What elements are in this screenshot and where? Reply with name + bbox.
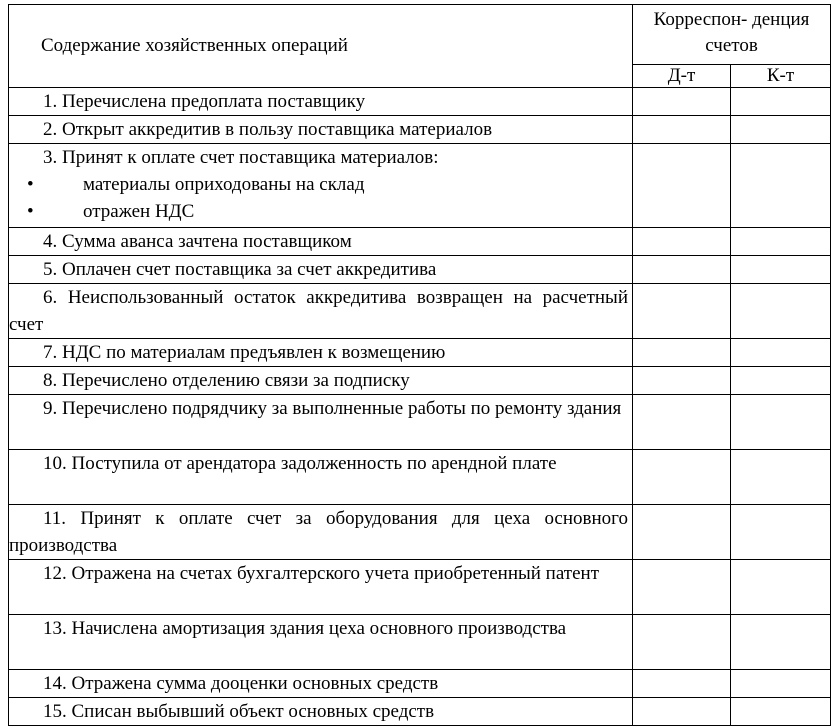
credit-cell[interactable] (731, 284, 831, 339)
table-row (9, 615, 831, 670)
operation-cell (9, 615, 633, 670)
operation-cell (9, 450, 633, 505)
operations-table (8, 4, 831, 726)
credit-cell[interactable] (731, 560, 831, 615)
operation-text: 9. Перечислено подрядчику за выполненные работы по ремонту здания (43, 398, 622, 419)
debit-cell[interactable] (633, 144, 731, 228)
debit-cell[interactable] (633, 367, 731, 395)
credit-column-header: К-т (731, 65, 831, 88)
table-row (9, 505, 831, 560)
operation-cell (9, 88, 633, 116)
debit-cell[interactable] (633, 228, 731, 256)
operation-cell (9, 670, 633, 698)
credit-cell[interactable] (731, 450, 831, 505)
table-row (9, 144, 831, 228)
table-row (9, 698, 831, 726)
operation-cell (9, 116, 633, 144)
table-row (9, 395, 831, 450)
debit-cell[interactable] (633, 560, 731, 615)
operation-cell (9, 339, 633, 367)
table-row (9, 228, 831, 256)
operation-text: 3. Принят к оплате счет поставщика материалов: (43, 147, 439, 168)
credit-cell[interactable] (731, 395, 831, 450)
operation-text: 2. Открыт аккредитив в пользу поставщика материалов (43, 119, 493, 140)
credit-cell[interactable] (731, 256, 831, 284)
correspondence-header-text: Корреспон- денция счетов (653, 9, 810, 56)
operation-text: 12. Отражена на счетах бухгалтерского учета приобретенный патент (43, 563, 600, 584)
operation-text: 7. НДС по материалам предъявлен к возмещению (43, 342, 446, 363)
credit-cell[interactable] (731, 144, 831, 228)
operation-cell (9, 144, 633, 228)
debit-column-header: Д-т (633, 65, 731, 88)
operation-text: 10. Поступила от арендатора задолженность по арендной плате (43, 453, 557, 474)
credit-cell[interactable] (731, 339, 831, 367)
credit-cell[interactable] (731, 698, 831, 726)
debit-cell[interactable] (633, 284, 731, 339)
operation-sub-item: • отражен НДС (9, 198, 628, 225)
debit-cell[interactable] (633, 395, 731, 450)
table-row (9, 284, 831, 339)
credit-cell[interactable] (731, 505, 831, 560)
credit-cell[interactable] (731, 116, 831, 144)
operation-text: 8. Перечислено отделению связи за подписку (43, 370, 410, 391)
operation-text: 11. Принят к оплате счет за оборудования для цеха основного производства (9, 508, 628, 556)
debit-cell[interactable] (633, 450, 731, 505)
operation-cell (9, 698, 633, 726)
table-row (9, 450, 831, 505)
credit-cell[interactable] (731, 670, 831, 698)
table-row (9, 116, 831, 144)
operation-sub-item: • материалы оприходованы на склад (9, 171, 628, 198)
debit-cell[interactable] (633, 615, 731, 670)
operation-text: 1. Перечислена предоплата поставщику (43, 91, 366, 112)
operations-column-header: Содержание хозяйственных операций (9, 5, 633, 88)
table-row (9, 88, 831, 116)
operation-text: 14. Отражена сумма дооценки основных средств (43, 673, 439, 694)
operation-cell (9, 505, 633, 560)
table-row (9, 560, 831, 615)
credit-cell[interactable] (731, 228, 831, 256)
table-body (9, 88, 831, 726)
operation-cell (9, 395, 633, 450)
debit-cell[interactable] (633, 116, 731, 144)
table-row (9, 367, 831, 395)
operation-text: 5. Оплачен счет поставщика за счет аккредитива (43, 259, 437, 280)
operation-cell (9, 228, 633, 256)
credit-cell[interactable] (731, 615, 831, 670)
table-row (9, 670, 831, 698)
correspondence-column-header (633, 5, 831, 65)
operation-text: 6. Неиспользованный остаток аккредитива возвращен на расчетный счет (9, 287, 628, 335)
operation-cell (9, 256, 633, 284)
debit-cell[interactable] (633, 698, 731, 726)
debit-cell[interactable] (633, 256, 731, 284)
operation-cell (9, 367, 633, 395)
credit-cell[interactable] (731, 367, 831, 395)
table-row (9, 256, 831, 284)
table-header-row (9, 5, 831, 65)
debit-cell[interactable] (633, 88, 731, 116)
debit-cell[interactable] (633, 670, 731, 698)
debit-cell[interactable] (633, 339, 731, 367)
operation-text: 13. Начислена амортизация здания цеха основного производства (43, 618, 567, 639)
operation-text: 15. Списан выбывший объект основных средств (43, 701, 435, 722)
operation-cell (9, 560, 633, 615)
operation-text: 4. Сумма аванса зачтена поставщиком (43, 231, 352, 252)
operation-cell (9, 284, 633, 339)
debit-cell[interactable] (633, 505, 731, 560)
credit-cell[interactable] (731, 88, 831, 116)
table-row (9, 339, 831, 367)
